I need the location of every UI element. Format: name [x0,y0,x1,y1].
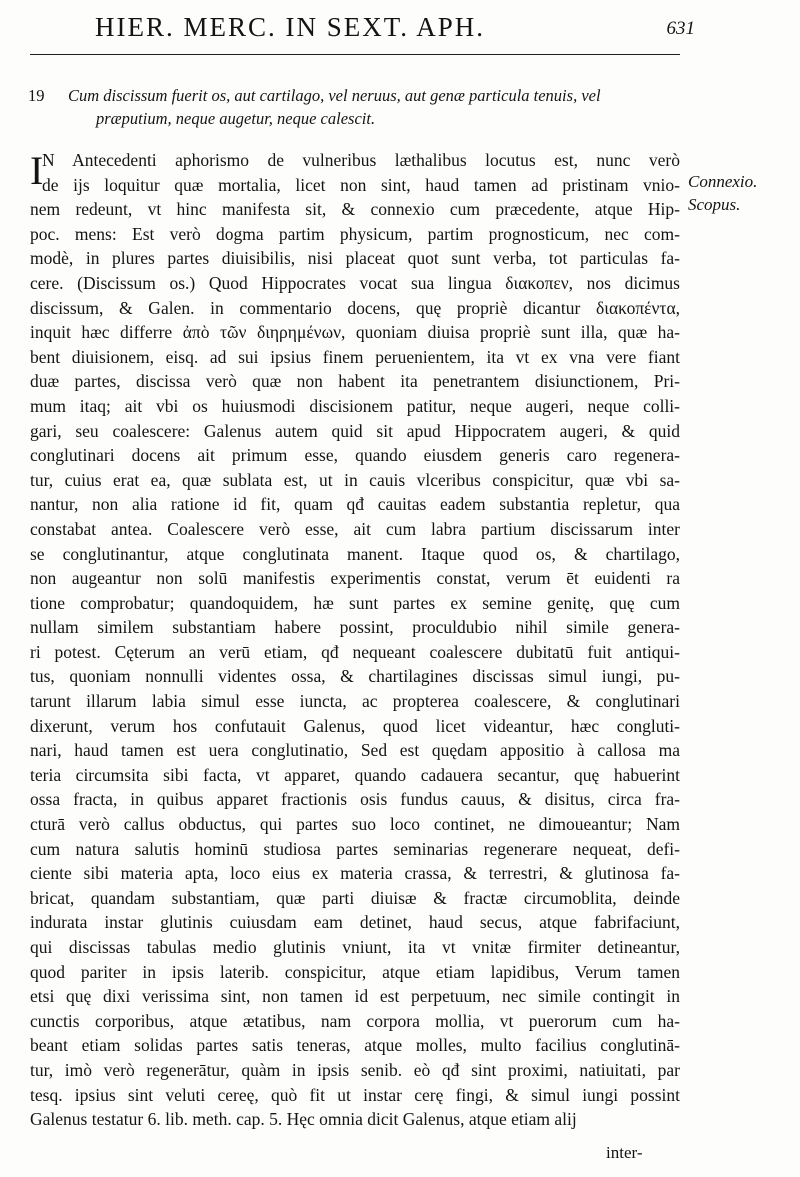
text-line: bricat, quandam substantiam, quæ parti diuisæ & fractæ circumoblita, deinde [30,887,680,908]
text-line: dixerunt, verum hos confutauit Galenus, quod licet videantur, hæc congluti- [30,715,680,736]
text-line: etsi quę dixi verissima sint, non tamen id est perpetuum, nec simile contingit in [30,986,680,1007]
text-line: tus, quoniam nonnulli videntes ossa, & chartilagines discissas simul iungi, pu- [30,666,680,687]
header-rule [30,54,680,55]
catchword: inter- [606,1143,643,1162]
text-line: duæ partes, discissa verò quæ non habent ita penetrantem disiunctionem, Pri- [30,371,680,392]
aphorism-line: præputium, neque augetur, neque calescit. [96,109,376,128]
text-line: qui discissas tabulas medio glutinis vniunt, ita vt vnitæ firmiter detineantur, [30,937,680,957]
text-line: cunctis corporibus, atque ætatibus, nam corpora mollia, vt puerorum cum ha- [30,1010,680,1031]
margin-note: Connexio. [688,172,758,191]
commentary-body [30,148,680,1132]
running-head: HIER. MERC. IN SEXT. APH. [95,12,486,42]
text-line: poc. mens: Est verò dogma partim physicum, partim prognosticum, nec com- [30,223,680,244]
text-line: modè, in plures partes diuisibilis, nisi placeat quot sunt verba, tot particulas fa- [30,248,680,269]
margin-notes [688,170,798,216]
text-line: tur, cuius erat ea, quæ sublata est, ut in cauis vlceribus conspicitur, quæ vbi sa- [30,469,680,490]
text-line: tione comprobatur; quandoquidem, hæ sunt partes ex semine genitę, quę cum [30,592,680,613]
page-header [95,12,695,48]
text-line: cum natura salutis hominū studiosa partes seminarias regenerare nequeat, defi- [30,838,680,859]
margin-note: Scopus. [688,195,741,214]
text-line: bent diuisionem, eisq. ad sui ipsius finem peruenientem, ita vt ex vna vere fiant [30,346,680,367]
text-line: tarunt illarum labia simul esse iuncta, ac propterea coalescere, & conglutinari [30,691,680,712]
text-line: nari, haud tamen est uera conglutinatio, Sed est quędam appositio à callosa ma [30,740,680,761]
text-line: beant etiam solidas partes satis teneras, atque molles, multo facilius conglutinā- [30,1035,680,1056]
text-line: cere. (Discissum os.) Quod Hippocrates vocat sua lingua διακοπεν, nos dicimus [30,272,680,293]
text-line: indurata instar glutinis cuiusdam eam detinet, haud secus, atque fabrifaciunt, [30,912,680,933]
text-line: tur, imò verò regenerātur, quàm in ipsis senib. eò qđ sint proximi, natiuitati, par [30,1059,680,1080]
text-line: nullam similem substantiam habere possint, proculdubio nihil simile genera- [30,617,680,638]
text-line: teria circumsita sibi facta, vt apparet, quando cadauera secantur, quę habuerint [30,764,680,785]
text-line: gari, seu coalescere: Galenus autem quid sit apud Hippocratem augeri, & quid [30,420,680,441]
text-line: non augeantur non solū manifestis experimentis constat, verum ēt euidenti ra [30,568,680,589]
text-line: Galenus testatur 6. lib. meth. cap. 5. Hęc omnia dicit Galenus, atque etiam alij [30,1109,577,1130]
text-line: N Antecedenti aphorismo de vulneribus læthalibus locutus est, nunc verò [42,150,680,170]
text-line: se conglutinantur, atque conglutinata manent. Itaque quod os, & chartilago, [30,543,680,564]
text-line: nantur, non alia ratione id fit, quam qđ cauitas eadem substantia repletur, qua [30,494,680,515]
page-number: 631 [666,18,695,39]
aphorism-line: Cum discissum fuerit os, aut cartilago, vel neruus, aut genæ particula tenuis, vel [68,86,601,105]
text-line: nem redeunt, vt hinc manifesta sit, & connexio cum præcedente, atque Hip- [30,199,680,220]
text-line: cturā verò callus obductus, qui partes suo loco continet, ne dimoueantur; Nam [30,814,680,835]
text-line: quod pariter in ipsis laterib. conspicitur, atque etiam lapidibus, Verum tamen [30,961,680,982]
text-line: mum itaq; ait vbi os huiusmodi discisionem patitur, neque augeri, neque colli- [30,395,680,416]
text-line: inquit hæc differre ἀπὸ τῶν διηρημένων, quoniam diuisa propriè sunt illa, quæ ha- [30,322,680,343]
text-line: conglutinari docens ait primum esse, quando eiusdem generis caro regenera- [30,445,680,466]
text-line: de ijs loquitur quæ mortalia, licet non sint, haud tamen ad pristinam vnio- [42,174,680,195]
text-line: discissum, & Galen. in commentario docens, quę propriè dicantur διακοπέντα, [30,297,680,318]
aphorism-number: 19 [28,86,45,105]
text-line: ciente sibi materia apta, loco eius ex materia crassa, & terrestri, & glutinosa fa- [30,863,680,884]
text-line: ossa fracta, in quibus apparet fractionis osis fundus cauus, & disitus, circa fra- [30,789,680,810]
drop-capital: I [30,148,44,193]
text-line: ri potest. Cęterum an verū etiam, qđ nequeant coalescere dubitatū fuit antiqui- [30,641,680,662]
text-line: tesq. ipsius sint veluti cereę, quò fit ut instar cerę fingi, & simul iungi possint [30,1084,680,1105]
text-line: constabat antea. Coalescere verò esse, ait cum labra partium discissarum inter [30,518,680,539]
